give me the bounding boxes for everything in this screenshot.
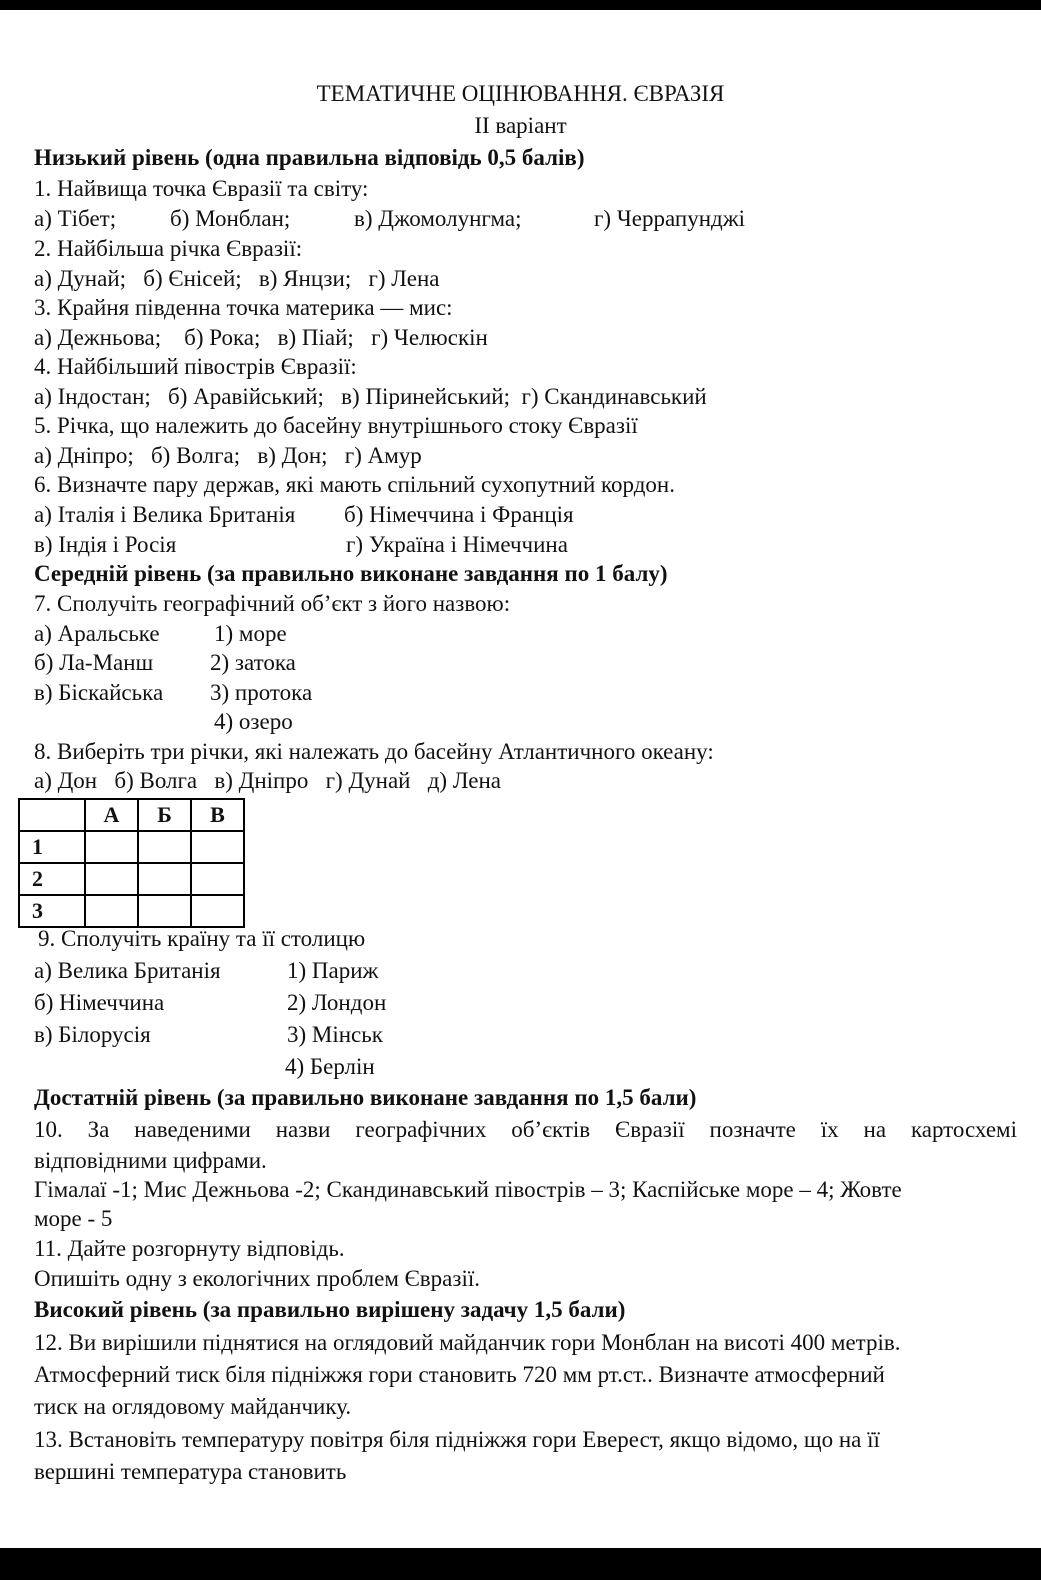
q8-options: а) Дон б) Волга в) Дніпро г) Дунай д) Лена	[34, 768, 501, 793]
grid-answer-cell[interactable]	[138, 863, 191, 895]
q9-right-1: 1) Париж	[287, 958, 379, 983]
q9-right-3: 3) Мінськ	[287, 1022, 383, 1047]
grid-answer-cell[interactable]	[85, 895, 138, 927]
q6-option-c: в) Індія і Росія	[34, 532, 177, 557]
q13-line2: вершині температура становить	[34, 1459, 347, 1484]
grid-answer-cell[interactable]	[85, 831, 138, 863]
grid-row	[19, 863, 244, 895]
variant-label: ІІ варіант	[474, 113, 567, 138]
q10-line2: відповідними цифрами.	[34, 1148, 267, 1173]
q1-option-b: б) Монблан;	[170, 206, 291, 231]
q4-text: 4. Найбільший півострів Євразії:	[34, 354, 357, 379]
grid-corner-cell	[19, 799, 85, 831]
q10-line3: Гімалаї -1; Мис Дежньова -2; Скандинавський півострів – 3; Каспійське море – 4; Жовте	[34, 1177, 902, 1202]
q7-right-2: 2) затока	[210, 650, 296, 675]
grid-answer-cell[interactable]	[85, 863, 138, 895]
q7-right-3: 3) протока	[210, 680, 313, 705]
q1-option-d: г) Черрапунджі	[594, 206, 746, 231]
grid-answer-cell[interactable]	[138, 831, 191, 863]
q12-line3: тиск на оглядовому майданчику.	[34, 1394, 352, 1419]
grid-header-row	[19, 799, 244, 831]
q6-option-a: а) Італія і Велика Британія	[34, 502, 296, 527]
q6-option-b: б) Німеччина і Франція	[344, 502, 574, 527]
mid-level-heading: Середній рівень (за правильно виконане завдання по 1 балу)	[34, 561, 668, 586]
q7-left-a: а) Аральське	[34, 621, 160, 646]
answer-grid	[18, 798, 245, 928]
grid-col-header: А	[85, 799, 138, 831]
grid-row	[19, 831, 244, 863]
q9-right-4: 4) Берлін	[285, 1054, 375, 1079]
bottom-border	[0, 1548, 1041, 1580]
q9-left-a: а) Велика Британія	[34, 958, 221, 983]
q7-text: 7. Сполучіть географічний об’єкт з його назвою:	[34, 591, 511, 616]
high-level-heading: Високий рівень (за правильно вирішену задачу 1,5 бали)	[34, 1297, 626, 1322]
q1-option-c: в) Джомолунгма;	[354, 206, 522, 231]
grid-answer-cell[interactable]	[191, 863, 244, 895]
q5-options: а) Дніпро; б) Волга; в) Дон; г) Амур	[34, 443, 422, 468]
q10-line1: 10. За наведеними назви географічних об’єктів Євразії позначте їх на картосхемі	[34, 1117, 1017, 1142]
q5-text: 5. Річка, що належить до басейну внутрішнього стоку Євразії	[34, 413, 638, 438]
top-border	[0, 0, 1041, 10]
q13-line1: 13. Встановіть температуру повітря біля підніжжя гори Еверест, якщо відомо, що на її	[34, 1427, 880, 1452]
q7-left-c: в) Біскайська	[34, 680, 164, 705]
grid-row-header: 3	[19, 895, 85, 927]
low-level-heading: Низький рівень (одна правильна відповідь 0,5 балів)	[34, 145, 585, 170]
q7-left-b: б) Ла-Манш	[34, 650, 154, 675]
grid-answer-cell[interactable]	[191, 895, 244, 927]
q9-text: 9. Сполучіть країну та її столицю	[38, 926, 366, 951]
q4-options: а) Індостан; б) Аравійський; в) Піринейський; г) Скандинавський	[34, 384, 707, 409]
page-title: ТЕМАТИЧНЕ ОЦІНЮВАННЯ. ЄВРАЗІЯ	[316, 81, 725, 106]
q2-options: а) Дунай; б) Єнісей; в) Янцзи; г) Лена	[34, 266, 440, 291]
q6-text: 6. Визначте пару держав, які мають спільний сухопутний кордон.	[34, 472, 675, 497]
grid-col-header: В	[191, 799, 244, 831]
q11-sub: Опишіть одну з екологічних проблем Євразії.	[34, 1266, 480, 1291]
q1-text: 1. Найвища точка Євразії та світу:	[34, 176, 369, 201]
q9-left-b: б) Німеччина	[34, 990, 165, 1015]
q10-line4: море - 5	[34, 1206, 113, 1231]
q11-text: 11. Дайте розгорнуту відповідь.	[34, 1236, 345, 1261]
q9-right-2: 2) Лондон	[287, 990, 387, 1015]
sufficient-level-heading: Достатній рівень (за правильно виконане завдання по 1,5 бали)	[34, 1085, 697, 1110]
grid-row	[19, 895, 244, 927]
grid-row-header: 2	[19, 863, 85, 895]
q6-option-d: г) Україна і Німеччина	[346, 532, 568, 557]
q7-right-4: 4) озеро	[214, 709, 293, 734]
q12-line2: Атмосферний тиск біля підніжжя гори становить 720 мм рт.ст.. Визначте атмосферний	[34, 1362, 885, 1387]
q3-text: 3. Крайня південна точка материка — мис:	[34, 295, 453, 320]
q3-options: а) Дежньова; б) Рока; в) Піай; г) Челюскін	[34, 325, 488, 350]
q12-line1: 12. Ви вирішили піднятися на оглядовий майданчик гори Монблан на висоті 400 метрів.	[34, 1330, 901, 1355]
grid-row-header: 1	[19, 831, 85, 863]
q8-text: 8. Виберіть три річки, які належать до басейну Атлантичного океану:	[34, 739, 714, 764]
q1-option-a: а) Тібет;	[34, 206, 117, 231]
q2-text: 2. Найбільша річка Євразії:	[34, 236, 303, 261]
grid-col-header: Б	[138, 799, 191, 831]
q7-right-1: 1) море	[214, 621, 287, 646]
grid-answer-cell[interactable]	[191, 831, 244, 863]
grid-answer-cell[interactable]	[138, 895, 191, 927]
q9-left-c: в) Білорусія	[34, 1022, 151, 1047]
